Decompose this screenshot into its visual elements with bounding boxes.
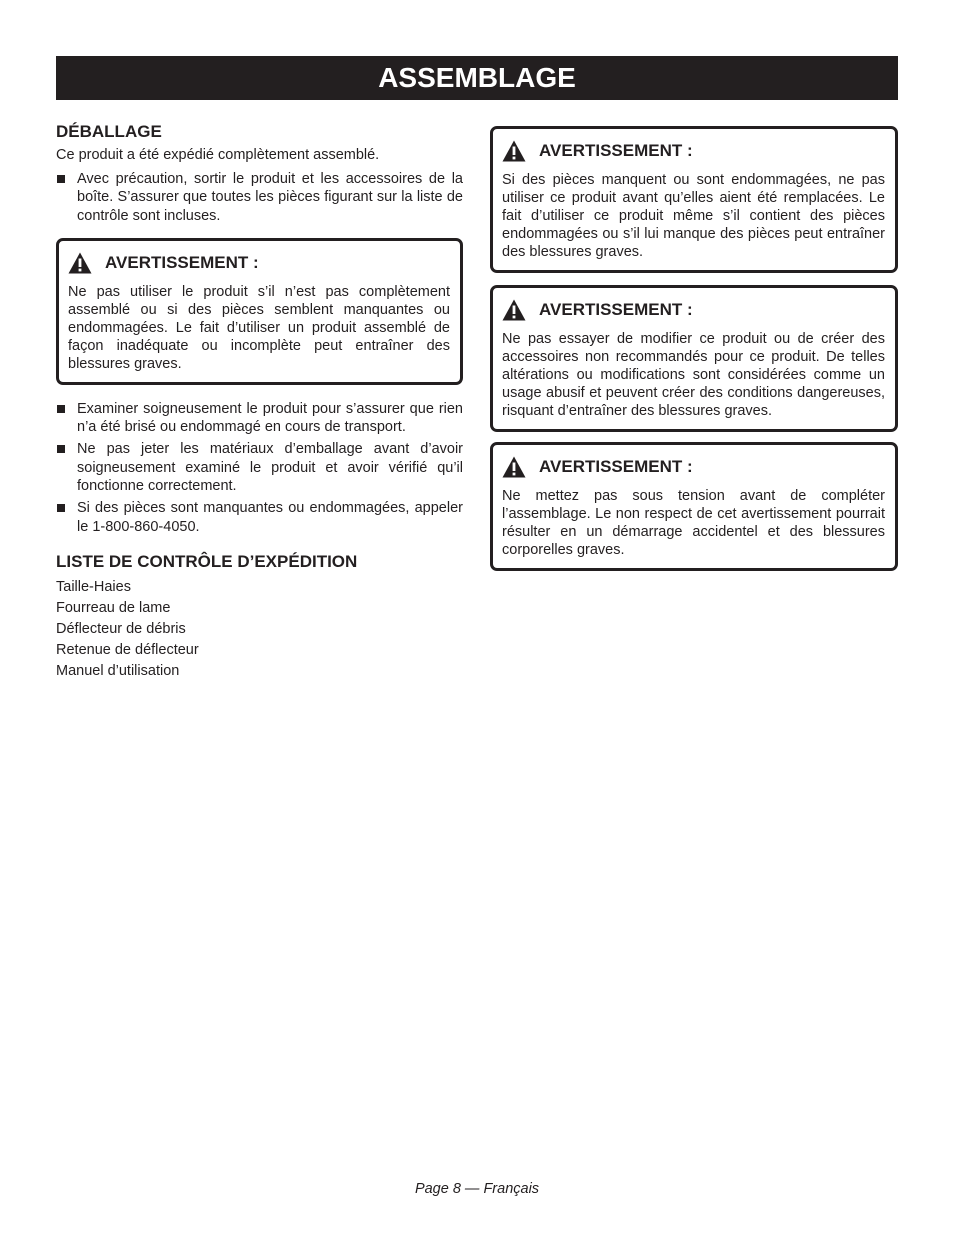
list-item: Manuel d’utilisation xyxy=(56,662,180,679)
square-bullet-icon xyxy=(57,445,65,453)
list-item: Retenue de déflecteur xyxy=(56,641,199,658)
warning-header xyxy=(502,298,885,322)
square-bullet-icon xyxy=(57,175,65,183)
unpacking-intro: Ce produit a été expédié complètement assemblé. xyxy=(56,147,380,163)
warning-triangle-icon xyxy=(502,456,526,478)
square-bullet-icon xyxy=(57,405,65,413)
left-column xyxy=(56,120,463,682)
warning-text: Ne pas utiliser le produit s’il n’est pas complètement assemblé ou si des pièces semblent manquantes ou endommagées. Le fait d’utiliser un produit assemblé de façon inadéquate ou incomplète peut entraîner des blessures graves. xyxy=(68,283,450,372)
warning-triangle-icon xyxy=(68,252,92,274)
shipping-list-heading: LISTE DE CONTRÔLE D’EXPÉDITION xyxy=(56,551,358,571)
warning-label: AVERTISSEMENT : xyxy=(539,141,693,160)
list-item: Taille-Haies xyxy=(56,578,131,595)
warning-header xyxy=(502,455,885,479)
unpacking-bullets-bottom xyxy=(56,400,463,536)
list-item: Fourreau de lame xyxy=(56,599,171,616)
list-item xyxy=(56,499,463,536)
square-bullet-icon xyxy=(57,504,65,512)
warning-label: AVERTISSEMENT : xyxy=(539,300,693,319)
list-item-text: Ne pas jeter les matériaux d’emballage avant d’avoir soigneusement examiné le produit et avoir vérifié qu’il fonctionne correctement. xyxy=(77,441,463,495)
warning-text: Si des pièces manquent ou sont endommagées, ne pas utiliser ce produit avant qu’elles aient été remplacées. Le fait d’utiliser ce produit même s’il contient des pièces endommagées ou s’il lui manque des pièces peut entraîner des blessures graves. xyxy=(502,172,885,260)
list-item xyxy=(56,170,463,225)
warning-triangle-icon xyxy=(502,299,526,321)
warning-box-missing-parts xyxy=(490,126,898,273)
page-title: ASSEMBLAGE xyxy=(378,62,576,93)
unpacking-bullets-top xyxy=(56,170,463,225)
warning-label: AVERTISSEMENT : xyxy=(539,457,693,476)
page-number: Page 8 — Français xyxy=(414,1181,540,1197)
warning-box-modifications xyxy=(490,285,898,432)
warning-text: Ne mettez pas sous tension avant de compléter l’assemblage. Le non respect de cet avertissement pourrait résulter en un démarrage accidentel et des blessures corporelles graves. xyxy=(502,488,885,558)
list-item-text: Avec précaution, sortir le produit et les accessoires de la boîte. S’assurer que toutes les pièces figurant sur la liste de contrôle sont incluses. xyxy=(77,171,463,224)
warning-box-unpacking xyxy=(56,238,463,385)
warning-header xyxy=(502,139,885,163)
list-item-text: Examiner soigneusement le produit pour s’assurer que rien n’a été brisé ou endommagé en cours de transport. xyxy=(77,400,463,436)
warning-triangle-icon xyxy=(502,140,526,162)
unpacking-heading: DÉBALLAGE xyxy=(56,122,162,141)
list-item xyxy=(56,440,463,495)
warning-text: Ne pas essayer de modifier ce produit ou de créer des accessoires non recommandés pour ce produit. De telles altérations ou modifications sont considérées comme un usage abusif et peuvent créer des conditions dangereuses, risquant d’entraîner des blessures graves. xyxy=(502,331,885,419)
list-item-text: Si des pièces sont manquantes ou endommagées, appeler le 1-800-860-4050. xyxy=(77,500,463,535)
shipping-list xyxy=(56,577,463,682)
right-column xyxy=(490,126,898,571)
list-item: Déflecteur de débris xyxy=(56,620,186,637)
warning-box-power xyxy=(490,442,898,571)
list-item xyxy=(56,400,463,437)
warning-header xyxy=(68,251,450,275)
section-banner xyxy=(56,56,898,100)
page-footer xyxy=(0,1181,954,1197)
warning-label: AVERTISSEMENT : xyxy=(105,252,259,272)
